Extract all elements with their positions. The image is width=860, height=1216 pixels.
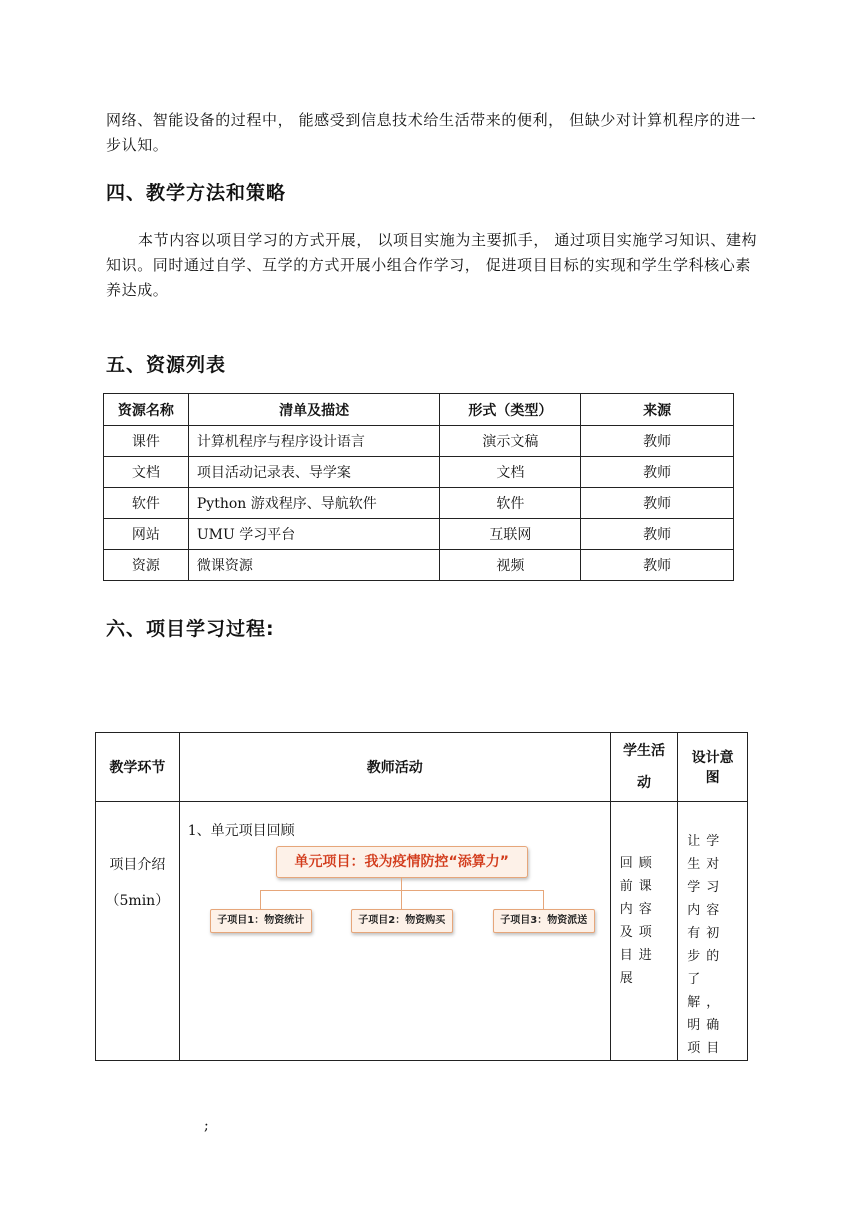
table-row <box>104 426 734 457</box>
subproject-box: 子项目1：物资统计 <box>210 909 312 933</box>
intro-paragraph: 网络、智能设备的过程中， 能感受到信息技术给生活带来的便利， 但缺少对计算机程序的进一步认知。 <box>106 111 757 154</box>
header-description: 清单及描述 <box>188 394 440 426</box>
table-cell: 项目活动记录表、导学案 <box>188 457 440 488</box>
subproject-box: 子项目2：物资购买 <box>351 909 453 933</box>
stage-cell <box>96 802 180 1061</box>
section4-paragraph: 本节内容以项目学习的方式开展， 以项目实施为主要抓手， 通过项目实施学习知识、建构知识。同时通过自学、互学的方式开展小组合作学习， 促进项目目标的实现和学生学科核心素养达成。 <box>106 231 758 299</box>
footer-mark: ; <box>204 1118 209 1134</box>
table-row <box>104 457 734 488</box>
process-table <box>95 732 748 1061</box>
table-header-row <box>96 733 748 802</box>
header-stage: 教学环节 <box>96 733 180 802</box>
header-form: 形式（类型） <box>440 394 581 426</box>
header-student-activity: 学生活动 <box>610 733 678 802</box>
section4-heading: 四、教学方法和策略 <box>106 182 287 204</box>
table-cell: 资源 <box>104 550 189 581</box>
table-cell: 互联网 <box>440 519 581 550</box>
table-cell: Python 游戏程序、导航软件 <box>188 488 440 519</box>
student-activity-text: 回顾前课内容及项目进展 <box>619 856 658 986</box>
table-row <box>96 802 748 1061</box>
stage-duration: （5min） <box>105 893 170 909</box>
connector-line <box>260 890 261 909</box>
connector-line <box>401 890 402 909</box>
table-cell: 计算机程序与程序设计语言 <box>188 426 440 457</box>
table-cell: 教师 <box>581 519 734 550</box>
teacher-item: 1、单元项目回顾 <box>187 823 295 839</box>
connector-line <box>543 890 544 909</box>
subproject-box: 子项目3：物资派送 <box>493 909 595 933</box>
table-cell: 文档 <box>104 457 189 488</box>
connector-line <box>401 878 402 890</box>
table-cell: 教师 <box>581 550 734 581</box>
table-cell: 软件 <box>104 488 189 519</box>
header-source: 来源 <box>581 394 734 426</box>
table-cell: 软件 <box>440 488 581 519</box>
header-teacher-activity: 教师活动 <box>179 733 610 802</box>
section5-heading: 五、资源列表 <box>106 354 227 376</box>
header-design-intent: 设计意图 <box>678 733 748 802</box>
table-cell: UMU 学习平台 <box>188 519 440 550</box>
header-resource-name: 资源名称 <box>104 394 189 426</box>
student-activity-cell <box>610 802 678 1061</box>
design-intent-cell <box>678 802 748 1061</box>
table-cell: 教师 <box>581 457 734 488</box>
table-cell: 网站 <box>104 519 189 550</box>
table-cell: 微课资源 <box>188 550 440 581</box>
table-row <box>104 519 734 550</box>
resource-table <box>103 393 734 581</box>
table-row <box>104 550 734 581</box>
table-cell: 视频 <box>440 550 581 581</box>
unit-project-diagram <box>188 846 608 946</box>
table-cell: 教师 <box>581 426 734 457</box>
unit-project-box: 单元项目：我为疫情防控“添算力” <box>276 846 528 878</box>
table-header-row <box>104 394 734 426</box>
table-row <box>104 488 734 519</box>
section6-heading: 六、项目学习过程: <box>106 618 275 640</box>
teacher-activity-cell <box>179 802 610 1061</box>
table-cell: 文档 <box>440 457 581 488</box>
design-intent-text: 让学生对学习内容有初步的了解，明确项目 <box>687 834 726 1056</box>
stage-name: 项目介绍 <box>109 857 166 873</box>
table-cell: 演示文稿 <box>440 426 581 457</box>
table-cell: 教师 <box>581 488 734 519</box>
table-cell: 课件 <box>104 426 189 457</box>
